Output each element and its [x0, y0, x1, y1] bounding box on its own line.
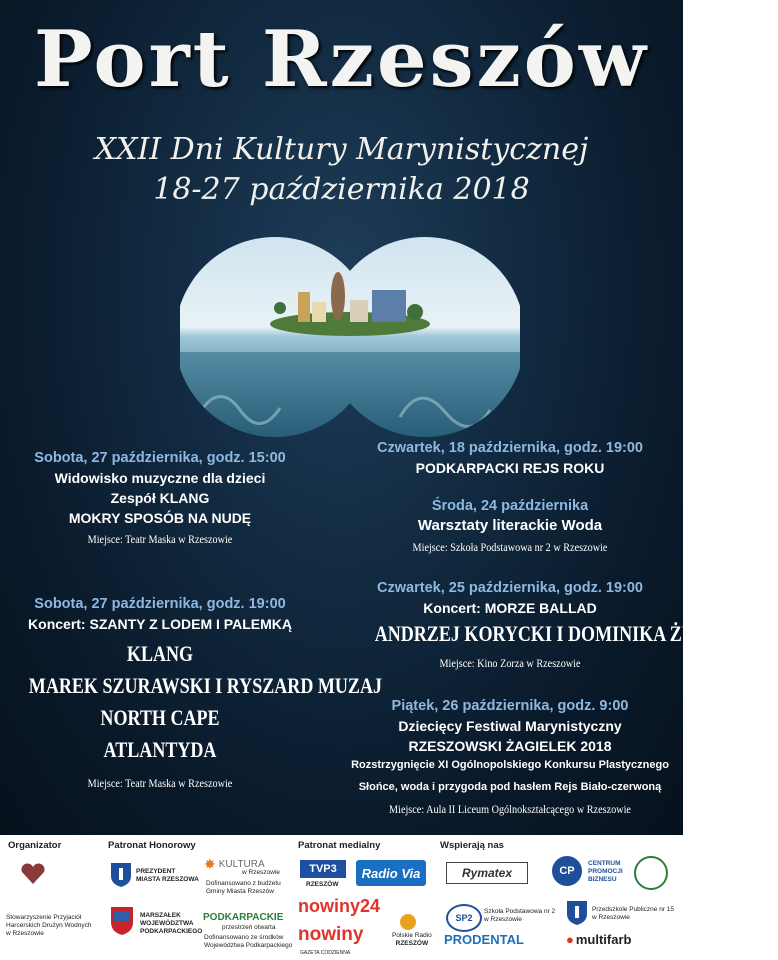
event-place: Miejsce: Szkoła Podstawowa nr 2 w Rzeszowie — [412, 540, 608, 554]
tvp3-logo: TVP3 — [300, 860, 346, 878]
event-line: Warsztaty literackie Woda — [417, 517, 603, 534]
nowiny24-logo: nowiny24 — [298, 896, 381, 916]
event-place: Miejsce: Teatr Maska w Rzeszowie — [87, 532, 233, 546]
event-day: Czwartek, 18 października, godz. 19:00 — [377, 440, 643, 456]
radio-via-logo: Radio Via — [356, 860, 426, 886]
polskie-radio-icon — [400, 914, 416, 930]
event-day: Sobota, 27 października, godz. 15:00 — [34, 450, 286, 466]
podkarpackie-crest-icon — [110, 906, 134, 936]
event-day: Sobota, 27 października, godz. 19:00 — [34, 596, 286, 612]
event-line: Koncert: MORZE BALLAD — [423, 600, 597, 616]
performer: KLANG — [126, 641, 194, 666]
przedszkole-crest-icon — [566, 900, 588, 926]
kultura-logo: ✸ KULTURA — [204, 856, 265, 872]
support-heading: Wspierają nas — [440, 840, 504, 851]
organizer-name: Stowarzyszenie Przyjaciół Harcerskich Drużyn Wodnych w Rzeszowie — [6, 914, 92, 937]
tvp3-sub: RZESZÓW — [306, 881, 339, 888]
sponsors-footer — [0, 836, 683, 960]
nowiny-logo: nowiny — [298, 924, 364, 945]
performer: NORTH CAPE — [100, 705, 220, 730]
event-sat-1500 — [0, 448, 320, 550]
organizer-heading: Organizator — [8, 840, 62, 851]
multifarb-icon: ● — [566, 932, 574, 947]
event-line: Rozstrzygnięcie XI Ogólnopolskiego Konkursu Plastycznego — [351, 759, 669, 771]
poster-subtitle: XXII Dni Kultury Marynistycznej — [94, 132, 589, 167]
event-thu-25 — [345, 578, 778, 674]
event-line: PODKARPACKI REJS ROKU — [415, 460, 605, 476]
star-icon: ✸ — [204, 856, 216, 872]
event-place: Miejsce: Aula II Liceum Ogólnokształcącego w Rzeszowie — [389, 802, 631, 816]
event-line: MOKRY SPOSÓB NA NUDĘ — [68, 510, 252, 526]
binocular-illustration — [180, 232, 520, 442]
school-crest-icon — [634, 856, 668, 890]
podkarpackie-sub: przestrzeń otwarta — [222, 924, 276, 931]
event-sat-1900 — [0, 594, 382, 794]
heart-logo-icon — [20, 862, 46, 886]
kultura-note: Dofinansowano z budżetu Gminy Miasta Rzeszów — [206, 880, 281, 895]
polskie-radio-label: Polskie Radio RZESZÓW — [392, 932, 432, 947]
honorary-heading: Patronat Honorowy — [108, 840, 196, 851]
przedszkole-note: Przedszkole Publiczne nr 15 w Rzeszowie — [592, 906, 675, 921]
event-place: Miejsce: Kino Zorza w Rzeszowie — [439, 656, 581, 670]
cpb-label: CENTRUM PROMOCJI BIZNESU — [588, 860, 623, 883]
marshal-label: MARSZAŁEK WOJEWÓDZTWA PODKARPACKIEGO — [140, 912, 203, 935]
event-line: Dziecięcy Festiwal Marynistyczny — [398, 718, 622, 734]
event-day: Piątek, 26 października, godz. 9:00 — [391, 698, 629, 714]
event-line: Zespół KLANG — [110, 490, 210, 506]
poster-dates: 18-27 października 2018 — [153, 172, 530, 207]
event-line: ANDRZEJ KORYCKI I DOMINIKA ŻUKOWSKA — [374, 621, 778, 646]
event-line: Słońce, woda i przygoda pod hasłem Rejs Biało-czerwoną — [358, 781, 662, 793]
event-line: Widowisko muzyczne dla dzieci — [54, 470, 266, 486]
president-label: PREZYDENT MIASTA RZESZOWA — [136, 868, 199, 883]
podkarpackie-note: Dofinansowano ze środków Województwa Podkarpackiego — [204, 934, 293, 949]
sp2-logo: SP2 — [446, 904, 482, 932]
event-line: RZESZOWSKI ŻAGIELEK 2018 — [408, 738, 612, 754]
event-fri-26 — [345, 696, 675, 820]
event-line: Koncert: SZANTY Z LODEM I PALEMKĄ — [28, 616, 292, 632]
prodental-logo: PRODENTAL — [444, 932, 524, 947]
podkarpackie-logo: PODKARPACKIE — [203, 912, 284, 923]
cpb-logo-icon: CP — [552, 856, 582, 886]
sp2-note: Szkoła Podstawowa nr 2 w Rzeszowie — [484, 908, 556, 923]
rzeszow-crest-icon — [110, 862, 132, 888]
event-wed-24 — [345, 496, 675, 558]
event-day: Czwartek, 25 października, godz. 19:00 — [377, 580, 643, 596]
rymatex-logo: Rymatex — [446, 862, 528, 884]
media-heading: Patronat medialny — [298, 840, 381, 851]
poster-title: Port Rzeszów — [34, 14, 649, 105]
performer: MAREK SZURAWSKI I RYSZARD MUZAJ — [28, 673, 382, 698]
performer: ATLANTYDA — [103, 737, 217, 762]
multifarb-logo: ● multifarb — [566, 932, 632, 947]
nowiny-sub: GAZETA CODZIENNA — [300, 950, 351, 956]
event-place: Miejsce: Teatr Maska w Rzeszowie — [87, 776, 233, 790]
event-thu-18 — [345, 438, 675, 478]
event-day: Środa, 24 października — [431, 498, 589, 514]
kultura-sub: w Rzeszowie — [242, 869, 280, 876]
